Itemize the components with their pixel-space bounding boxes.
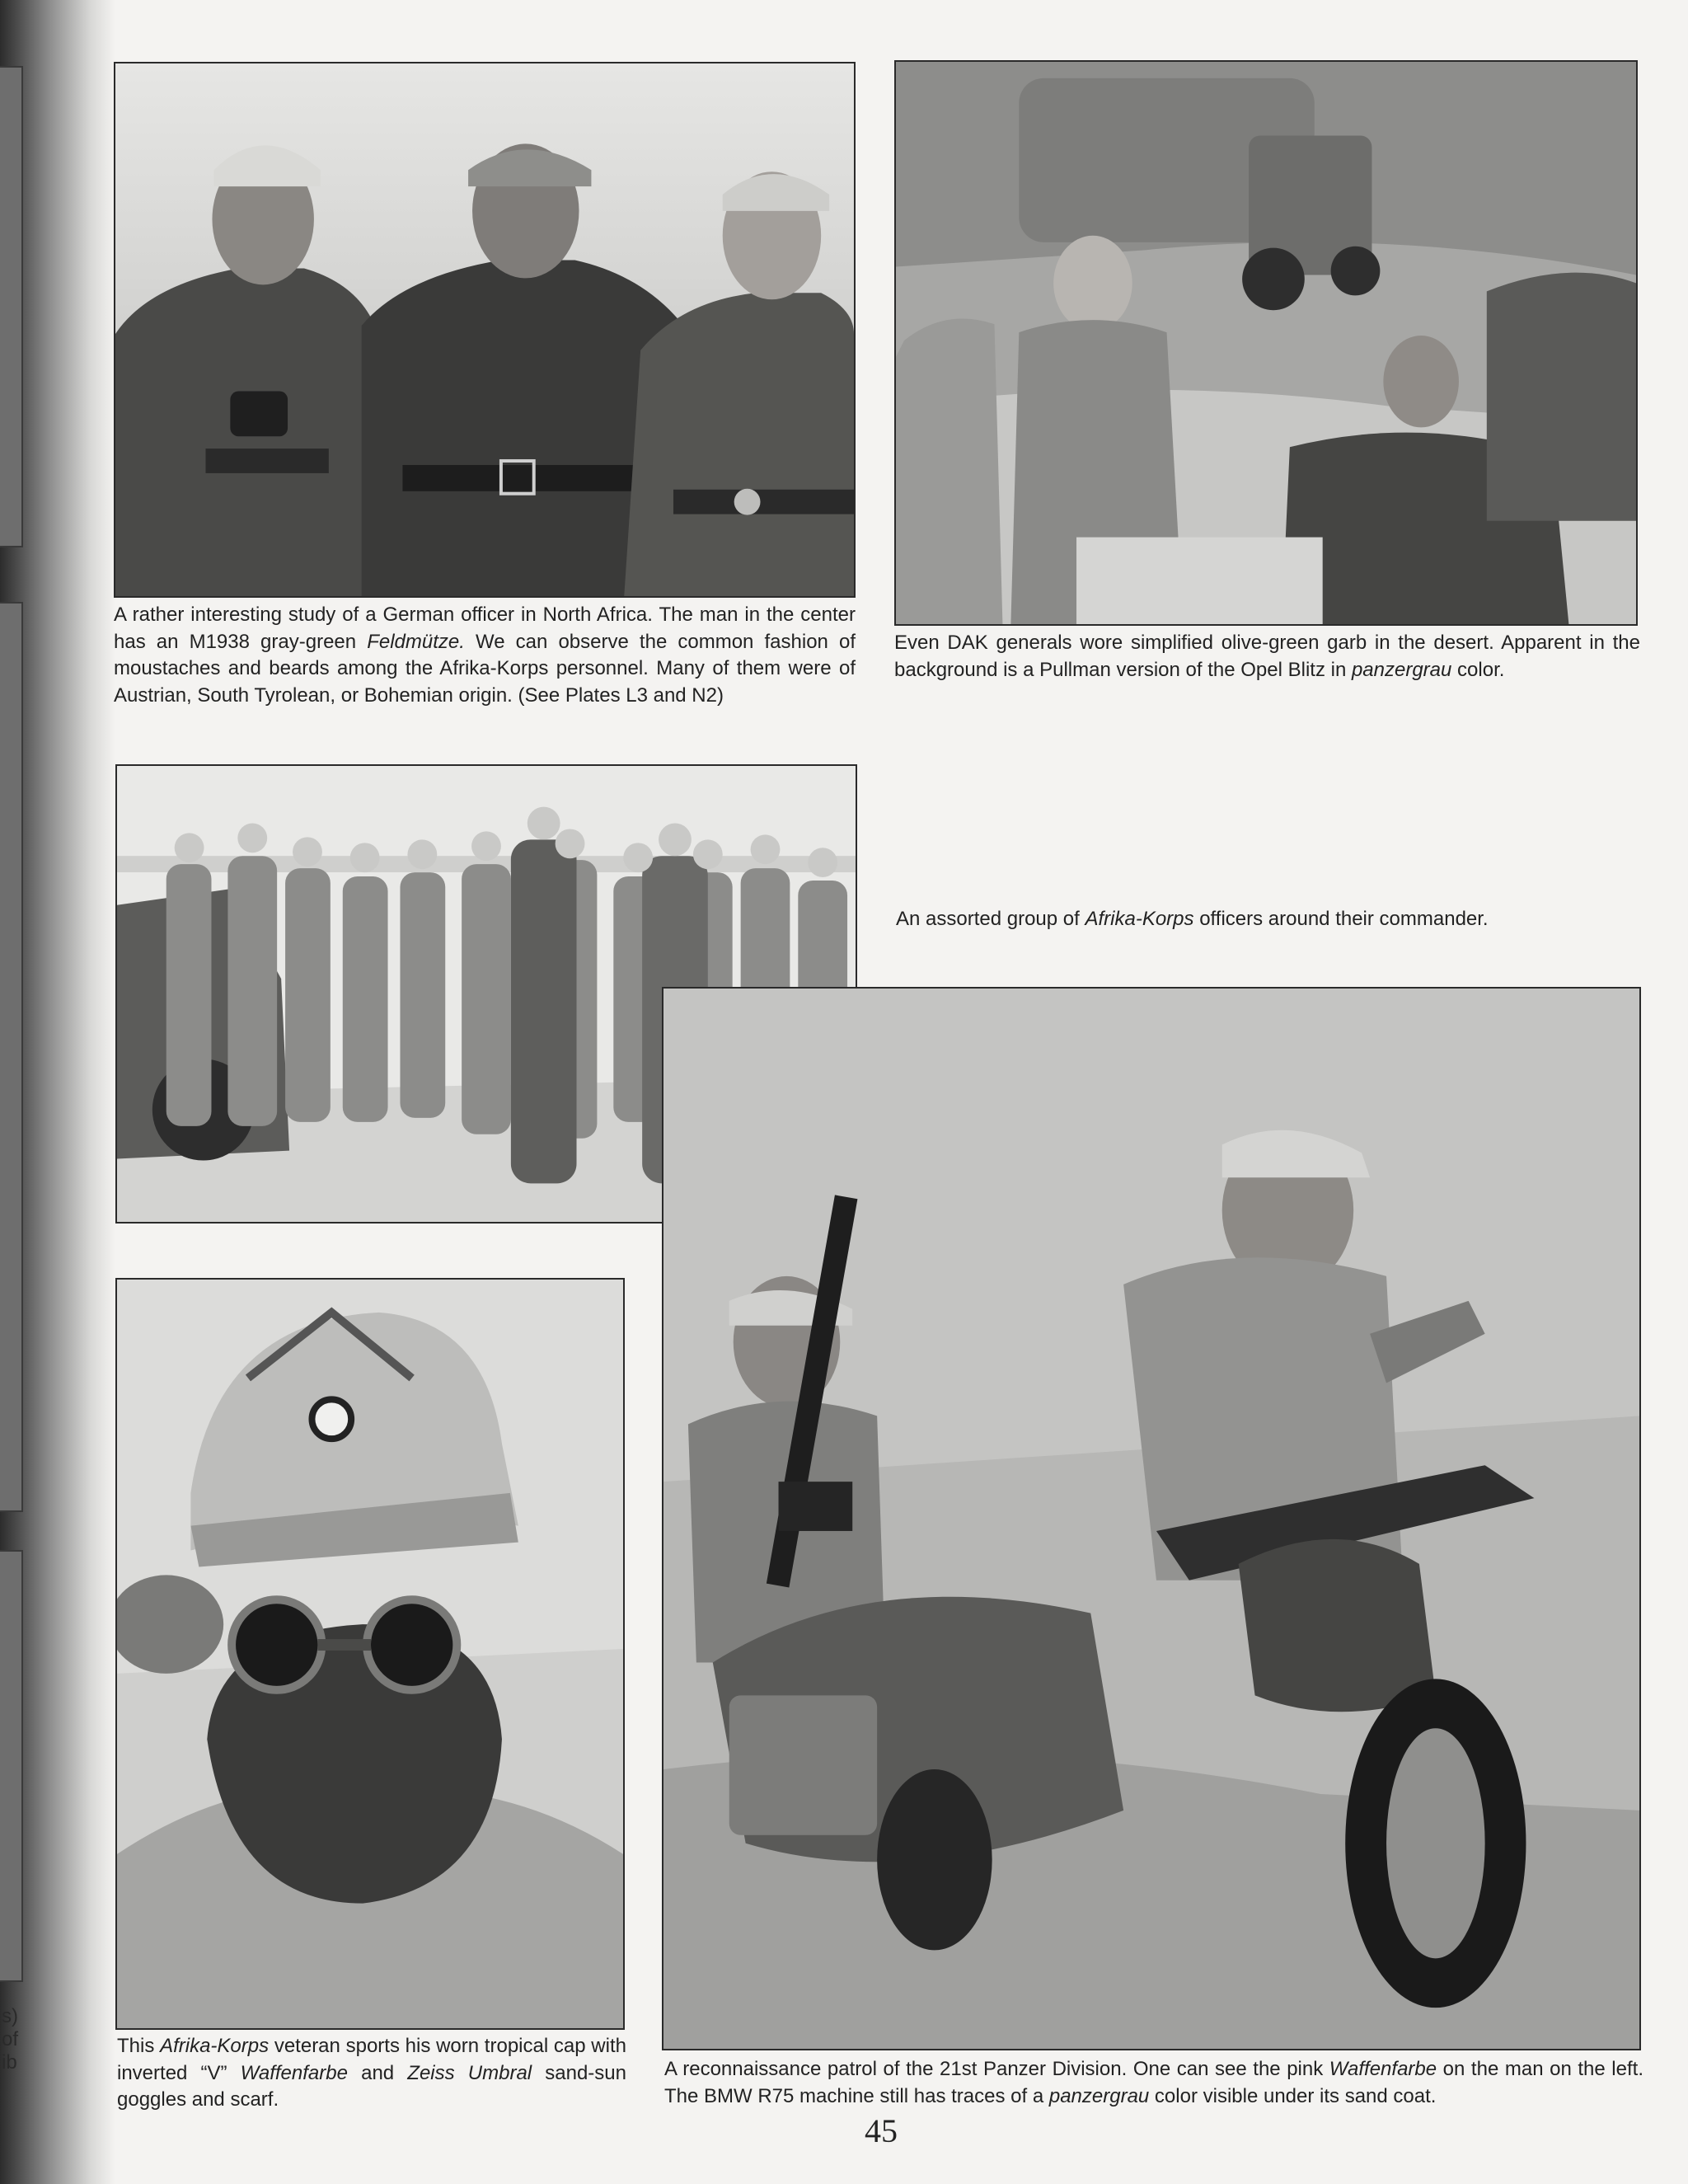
caption-dak-generals: Even DAK generals wore simplified olive-green garb in the desert. Apparent in the background is a Pullman version of the Opel Blitz in panzergrau color. <box>894 632 1640 681</box>
caption-motorcycle-patrol: A reconnaissance patrol of the 21st Panzer Division. One can see the pink Waffenfarbe on the man on the left. The BMW R75 machine still has traces of a panzergrau color visible under its sand coat. <box>664 2058 1643 2107</box>
photo-three-officers <box>114 62 856 598</box>
photo-dak-generals-opel-blitz <box>894 60 1638 626</box>
previous-page-text-fragment: s) <box>2 2005 18 2027</box>
photo-veteran-goggles <box>115 1278 625 2030</box>
caption-three-officers: A rather interesting study of a German officer in North Africa. The man in the center has an M1938 gray-green Feldmütze. We can observe the common fashion of moustaches and beards among the Afrika-Korps personnel. Many of them were of Austrian, South Tyrolean, or Bohemian origin. (See Plates L3 and N2) <box>114 604 856 707</box>
previous-page-photo-edge <box>0 602 23 1512</box>
photo-motorcycle-patrol <box>662 987 1641 2050</box>
previous-page-photo-edge <box>0 1550 23 1982</box>
caption-officers-group: An assorted group of Afrika-Korps officers around their commander. <box>896 908 1489 930</box>
caption-veteran-goggles: This Afrika-Korps veteran sports his worn tropical cap with inverted “V” Waffenfarbe and Zeiss Umbral sand-sun goggles and scarf. <box>117 2035 626 2111</box>
previous-page-text-fragment: of <box>2 2028 19 2050</box>
previous-page-text-fragment: ib <box>2 2051 17 2074</box>
page-number: 45 <box>865 2112 898 2149</box>
previous-page-photo-edge <box>0 66 23 547</box>
